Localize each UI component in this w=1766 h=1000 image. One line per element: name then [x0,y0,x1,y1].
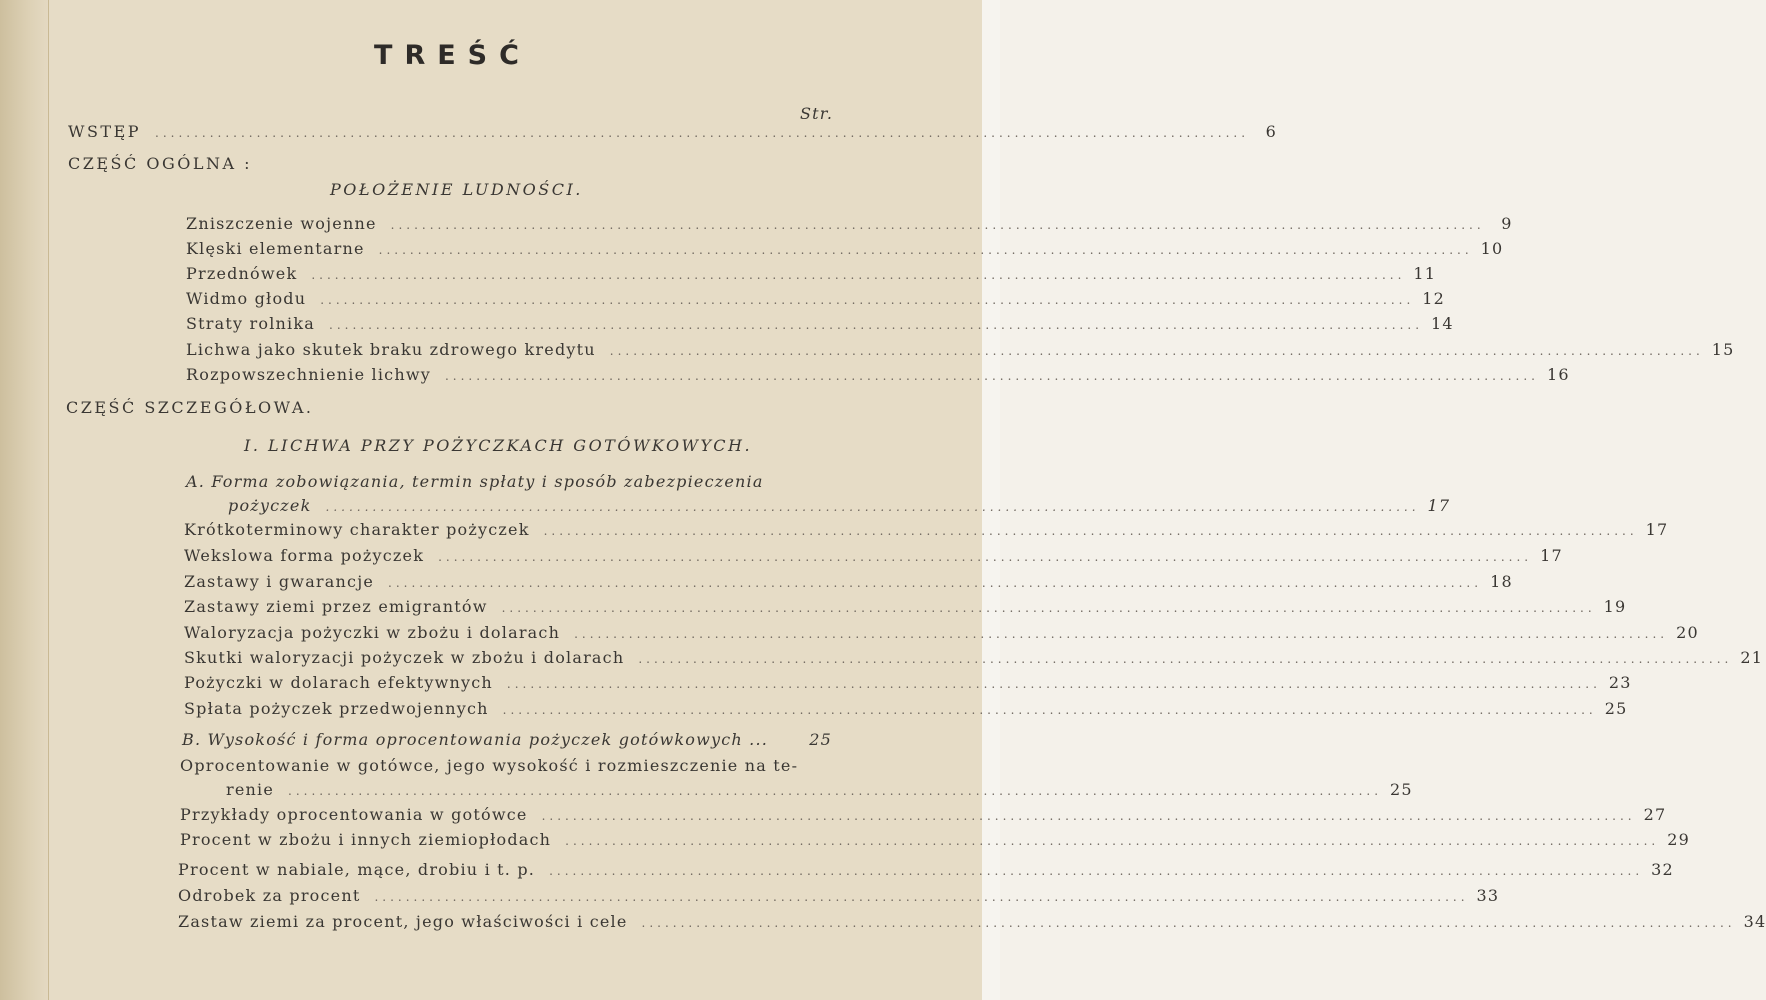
toc-entry-multiline-second [226,780,1413,804]
dot-leader: ............................................................................................................................................ [506,677,1601,691]
toc-entry [186,239,1504,263]
toc-entry [184,572,1513,596]
page-gutter [0,0,49,1000]
toc-entry-label: Krótkoterminowy charakter pożyczek [184,520,530,539]
toc-entry-page: 25 [809,730,832,749]
toc-entry-page: 25 [1604,699,1628,718]
toc-entry [180,805,1667,829]
toc-entry [184,699,1628,723]
section-heading-polozenie: POŁOŻENIE LUDNOŚCI. [330,180,583,199]
toc-entry-label: Spłata pożyczek przedwojennych [184,699,489,718]
toc-entry [184,546,1563,570]
toc-entry-page: 34 [1743,912,1766,931]
dot-leader: ............................................................................................................................................ [320,293,1415,307]
toc-entry-label: Rozpowszechnienie lichwy [186,365,431,384]
dot-leader: ............................................................................................................................................ [444,369,1539,383]
toc-entry-label: Zastawy ziemi przez emigrantów [184,597,488,616]
part-heading-szczegolowa: CZĘŚĆ SZCZEGÓŁOWA. [66,398,314,417]
toc-entry-label: Pożyczki w dolarach efektywnych [184,673,493,692]
toc-entry [178,886,1500,910]
dot-leader: ............................................................................................................................................ [543,524,1638,538]
subsection-a-continuation [228,496,1451,520]
toc-entry-label: Zastawy i gwarancje [184,572,375,591]
toc-entry-label: Skutki waloryzacji pożyczek w zbożu i dolarach [184,648,625,667]
toc-entry-label: Przykłady oprocentowania w gotówce [180,805,528,824]
toc-entry-label: Procent w nabiale, mące, drobiu i t. p. [178,860,536,879]
toc-entry-page: 15 [1711,340,1735,359]
toc-entry-page: 33 [1476,886,1500,905]
part-heading-ogolna: CZĘŚĆ OGÓLNA : [68,154,252,173]
subsection-a-heading: A. Forma zobowiązania, termin spłaty i sposób zabezpieczenia [186,472,764,491]
section-heading-lichwa: I. LICHWA PRZY POŻYCZKACH GOTÓWKOWYCH. [244,436,753,455]
toc-entry [184,520,1669,544]
toc-entry-label: Odrobek za procent [178,886,361,905]
toc-entry-page: 20 [1676,623,1699,642]
dot-leader: ............................................................................................................................................ [501,601,1596,615]
dot-leader: ............................................................................................................................................ [329,318,1424,332]
toc-entry-page: 32 [1651,860,1674,879]
dot-leader: ............................................................................................................................................ [549,864,1644,878]
toc-entry-page: 16 [1547,365,1570,384]
toc-entry [186,289,1446,313]
dot-leader: ............................................................................................................................................ [374,890,1469,904]
toc-entry-page: 17 [1645,520,1669,539]
toc-entry-label: Waloryzacja pożyczki w zbożu i dolarach [184,623,561,642]
toc-entry-page: 10 [1480,239,1504,258]
toc-entry-page: 11 [1413,264,1437,283]
toc-entry-label: Lichwa jako skutek braku zdrowego kredytu [186,340,596,359]
toc-entry [184,623,1699,647]
toc-entry-page: 29 [1667,830,1690,849]
toc-entry-page: 23 [1608,673,1632,692]
dot-leader: ............................................................................................................................................ [641,916,1736,930]
toc-entry-label: WSTĘP [68,122,142,141]
toc-entry-page: 17 [1427,496,1451,515]
toc-entry-page: 18 [1490,572,1513,591]
toc-entry-page: 19 [1603,597,1627,616]
toc-entry-page: 6 [1265,122,1278,141]
toc-entry-label: Przednówek [186,264,298,283]
toc-entry-label: Widmo głodu [186,289,307,308]
toc-entry-label: Zniszczenie wojenne [186,214,377,233]
page-title: TREŚĆ [374,40,531,71]
toc-entry [184,648,1764,672]
dot-leader: ............................................................................................................................................ [638,652,1733,666]
dot-leader: ............................................................................................................................................ [574,627,1669,641]
page-column-label: Str. [800,104,834,123]
dot-leader: ............................................................................................................................................ [390,218,1485,232]
dot-leader: ............................................................................................................................................ [378,243,1473,257]
toc-entry-page: 14 [1431,314,1454,333]
toc-entry-label: Zastaw ziemi za procent, jego właściwości i cele [178,912,628,931]
toc-entry [186,365,1570,389]
toc-entry-label: Procent w zbożu i innych ziemiopłodach [180,830,552,849]
dot-leader: ............................................................................................................................................ [609,344,1704,358]
dot-leader: ............................................................................................................................................ [565,834,1660,848]
toc-entry [186,264,1437,288]
toc-entry [178,912,1766,936]
toc-entry-label: pożyczek [228,496,312,515]
dot-leader: ............................................................................................................................................ [388,576,1483,590]
toc-entry [180,830,1690,854]
toc-entry-page: 27 [1643,805,1667,824]
toc-entry-page: 25 [1390,780,1413,799]
toc-entry [186,340,1735,364]
toc-entry-label: Straty rolnika [186,314,315,333]
toc-entry-wstep [68,122,1278,146]
toc-entry-page: 17 [1540,546,1563,565]
dot-leader: ............................................................................................................................................ [325,500,1420,514]
toc-entry-multiline-first: Oprocentowanie w gotówce, jego wysokość i rozmieszczenie na te- [180,756,799,775]
toc-entry [184,673,1632,697]
dot-leader: ............................................................................................................................................ [288,784,1383,798]
dot-leader: ............................................................................................................................................ [311,268,1406,282]
dot-leader: ............................................................................................................................................ [502,703,1597,717]
dot-leader: ............................................................................................................................................ [541,809,1636,823]
toc-entry [184,597,1627,621]
toc-entry [178,860,1674,884]
dot-leader: ............................................................................................................................................ [155,126,1250,140]
toc-entry-page: 9 [1501,214,1513,233]
subsection-b-heading [182,730,832,754]
toc-entry [186,314,1454,338]
dot-leader: ............................................................................................................................................ [438,550,1533,564]
toc-entry-label: B. Wysokość i forma oprocentowania pożyczek gotówkowych ... [182,730,769,749]
toc-entry-label: renie [226,780,275,799]
toc-entry-page: 21 [1740,648,1764,667]
toc-entry [186,214,1513,238]
toc-entry-page: 12 [1422,289,1446,308]
toc-entry-label: Wekslowa forma pożyczek [184,546,425,565]
toc-entry-label: Klęski elementarne [186,239,365,258]
